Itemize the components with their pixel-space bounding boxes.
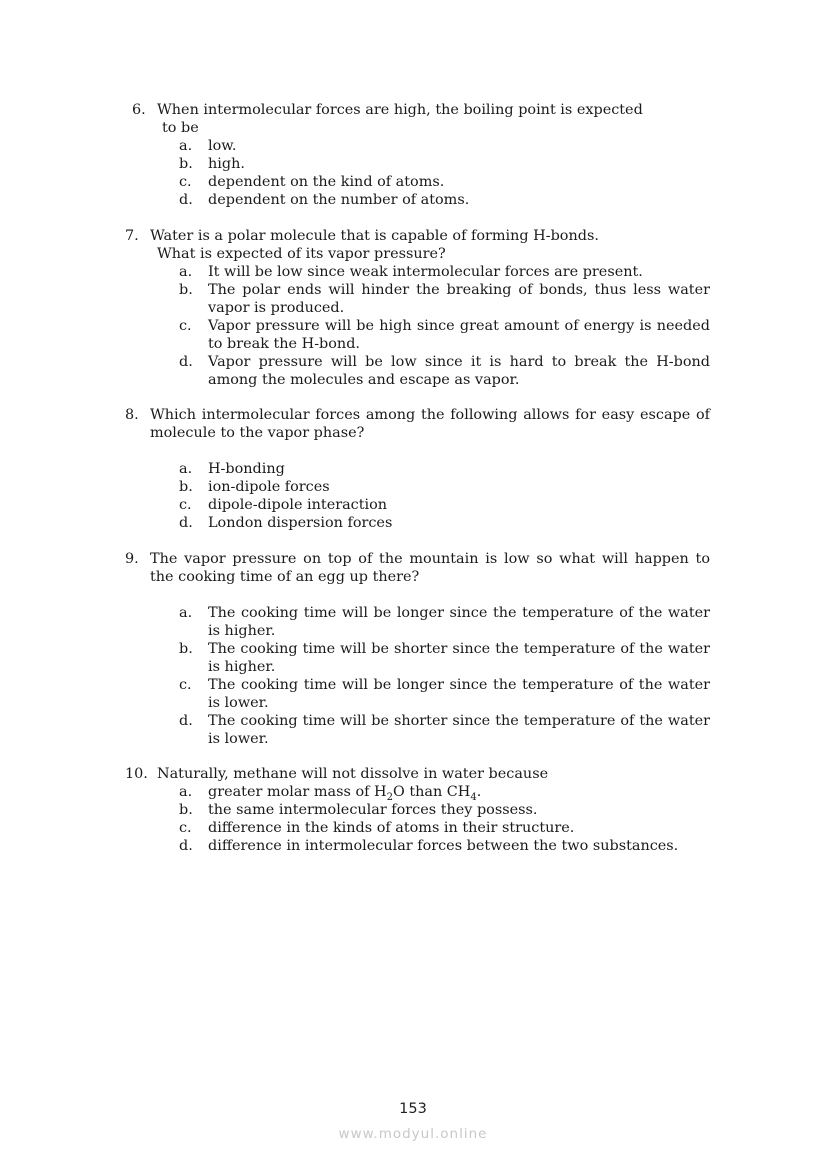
option-text: dipole-dipole interaction: [208, 497, 388, 513]
question-stem-line-2: to be: [162, 120, 199, 136]
option-text-part: .: [476, 784, 482, 800]
option-text: dependent on the number of atoms.: [208, 192, 470, 208]
option-letter: b.: [179, 802, 193, 818]
option-text: It will be low since weak intermolecular forces are present.: [208, 264, 643, 280]
option-letter: d.: [179, 515, 193, 531]
option-text-line-2: vapor is produced.: [208, 300, 345, 316]
question-stem-line-1: The vapor pressure on top of the mountain is low so what will happen to: [150, 551, 710, 567]
option-text: dependent on the kind of atoms.: [208, 174, 445, 190]
option-letter: c.: [179, 318, 192, 334]
option-letter: a.: [179, 605, 193, 621]
option-text: [208, 604, 710, 640]
option-text-line-1: The cooking time will be shorter since the temperature of the water: [208, 713, 710, 729]
option-text-line-2: is lower.: [208, 695, 269, 711]
option-text: [208, 353, 710, 389]
option-text: H-bonding: [208, 461, 285, 477]
option-text-line-2: is higher.: [208, 623, 276, 639]
question-stem-line-2: What is expected of its vapor pressure?: [157, 246, 446, 262]
option-text-line-1: Vapor pressure will be high since great amount of energy is needed: [208, 318, 710, 334]
option-text: [208, 281, 710, 317]
question-stem-line-2: molecule to the vapor phase?: [150, 425, 365, 441]
option-text-part: greater molar mass of H: [208, 784, 387, 800]
question-number: 6.: [132, 102, 146, 118]
option-text: high.: [208, 156, 245, 172]
question-number: 9.: [125, 551, 139, 567]
option-letter: b.: [179, 282, 193, 298]
question-number: 8.: [125, 407, 139, 423]
question-number: 10.: [125, 766, 148, 782]
option-text-line-2: is lower.: [208, 731, 269, 747]
subscript: 2: [386, 791, 393, 803]
option-letter: c.: [179, 677, 192, 693]
question-stem-line-2: the cooking time of an egg up there?: [150, 569, 420, 585]
option-text: [208, 676, 710, 712]
option-letter: a.: [179, 461, 193, 477]
question-stem-line-1: Naturally, methane will not dissolve in water because: [157, 766, 549, 782]
option-letter: d.: [179, 192, 193, 208]
page-number: 153: [399, 1101, 427, 1117]
option-text: [208, 712, 710, 748]
option-text: [208, 783, 710, 801]
question-stem-line-1: Water is a polar molecule that is capable of forming H-bonds.: [150, 228, 599, 244]
option-text: low.: [208, 138, 237, 154]
watermark: www.modyul.online: [338, 1126, 488, 1142]
question-stem-line-1: Which intermolecular forces among the following allows for easy escape of: [150, 407, 710, 423]
option-text-line-1: The polar ends will hinder the breaking of bonds, thus less water: [208, 282, 710, 298]
option-text: London dispersion forces: [208, 515, 393, 531]
option-text: [208, 640, 710, 676]
option-text-line-2: among the molecules and escape as vapor.: [208, 372, 520, 388]
option-letter: a.: [179, 264, 193, 280]
option-text: difference in intermolecular forces between the two substances.: [208, 838, 679, 854]
question-number: 7.: [125, 228, 139, 244]
option-letter: c.: [179, 497, 192, 513]
option-text-line-1: Vapor pressure will be low since it is hard to break the H-bond: [208, 354, 710, 370]
option-letter: b.: [179, 641, 193, 657]
option-text-line-1: The cooking time will be longer since the temperature of the water: [208, 605, 710, 621]
option-letter: d.: [179, 354, 193, 370]
option-letter: d.: [179, 713, 193, 729]
option-text: [208, 317, 710, 353]
option-letter: c.: [179, 174, 192, 190]
option-text: ion-dipole forces: [208, 479, 330, 495]
option-text: difference in the kinds of atoms in their structure.: [208, 820, 575, 836]
option-letter: a.: [179, 138, 193, 154]
option-text-line-1: The cooking time will be longer since the temperature of the water: [208, 677, 710, 693]
option-text-part: O than CH: [392, 784, 471, 800]
option-letter: b.: [179, 156, 193, 172]
subscript: 4: [470, 791, 477, 803]
option-letter: a.: [179, 784, 193, 800]
option-letter: c.: [179, 820, 192, 836]
option-text-line-1: The cooking time will be shorter since the temperature of the water: [208, 641, 710, 657]
option-text-line-2: is higher.: [208, 659, 276, 675]
option-text-line-2: to break the H-bond.: [208, 336, 360, 352]
question-stem-line-1: When intermolecular forces are high, the boiling point is expected: [157, 102, 643, 118]
option-letter: d.: [179, 838, 193, 854]
option-letter: b.: [179, 479, 193, 495]
option-text: the same intermolecular forces they possess.: [208, 802, 538, 818]
